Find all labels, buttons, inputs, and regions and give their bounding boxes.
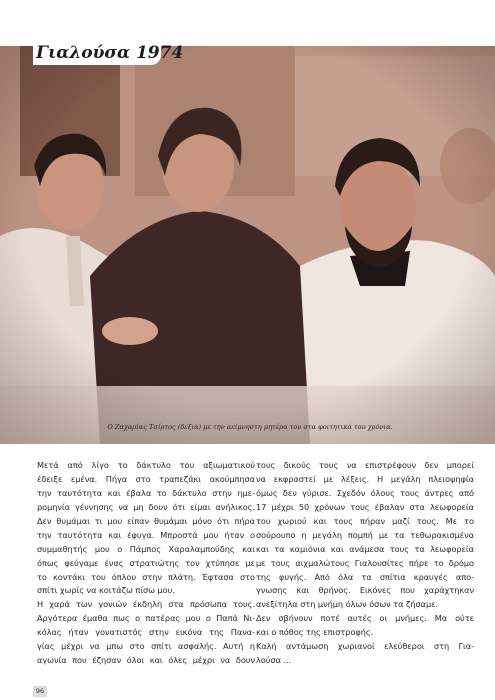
text-column-right <box>256 459 474 668</box>
text-line: την ταυτότητα και έβαλα το δάκτυλο στην ημε- <box>37 487 255 498</box>
text-line: της φυγής. Από όλα τα σπίτια κραυγές απο- <box>256 571 474 582</box>
text-line: Καλή αντάμωση χωριανοί ελεύθεροι στη Για- <box>256 641 474 652</box>
text-line: με τους αιχμαλώτους Γιαλουσίτες πήρε το δρόμο <box>256 557 474 568</box>
page-number: 96 <box>33 686 47 697</box>
text-line: Η χαρά των γονιών έκδηλη στα πρόσωπα τους. <box>37 599 255 610</box>
text-line: ανεξίτηλα στη μνήμη όλων όσων τα ζήσαμε. <box>256 599 439 610</box>
text-line: λούσα ... <box>256 655 292 666</box>
text-line: σούρουπο η μεγάλη πομπή με τα τεθωρακισμένα <box>256 529 474 540</box>
text-line: γίας μέχρι να μπω στο σπίτι ασφαλής. Αυτή η <box>37 641 255 652</box>
text-line: την ταυτότητα και έφυγα. Μπροστά μου ήταν ο <box>37 529 255 540</box>
text-line: να εκφραστεί με λέξεις. Η μεγάλη πλειοψηφία <box>256 473 474 484</box>
text-line: όπως φεύγαμε ένας στρατιώτης τον χτύπησε με <box>37 557 255 568</box>
photo-caption: Ο Ζαχαρίας Τσίρτος (δεξιά) με την αείμνηστη μητέρα του στα φοιτητικά του χρόνια. <box>107 423 393 431</box>
text-line: Αργότερα έμαθα πως ο πατέρας μου ο Παπά Νι- <box>37 613 255 624</box>
text-line: Μετά από λίγο το δάκτυλο του αξιωματικού <box>37 460 255 470</box>
text-line: Δεν σβήνουν ποτέ αυτές οι μνήμες. Μα ούτε <box>256 613 474 624</box>
page-title: Γιαλούσα 1974 <box>36 43 184 63</box>
text-line: και ο πόθος της επιστροφής. <box>256 627 374 638</box>
text-line: όμως δεν γύρισε. Σχεδόν όλους τους άντρες από <box>256 487 474 498</box>
text-line: συμμαθητής μου ο Πάμπος Χαραλαμπούδης και <box>37 543 255 554</box>
photo-illustration <box>0 46 495 444</box>
text-line: κόλας ήταν γονατιστός στην εικόνα της Πανα- <box>37 627 255 638</box>
text-line: του χωριού και τους πήραν μαζί τους. Με το <box>256 515 474 526</box>
text-line: τους δικούς τους να επιστρέφουν δεν μπορεί <box>256 460 474 470</box>
text-line: αγωνία που έζησαν όλοι και όλες μέχρι να δουν <box>37 655 255 666</box>
text-line: Δεν θυμάμαι τι μου είπαν θυμάμαι μόνο ότι πήρα <box>37 515 255 526</box>
text-line: έδειξε εμένα. Πήγα στο τραπεζάκι ακούμπησα <box>37 473 255 484</box>
text-line: γνωσης και θρήνος. Εικόνες που χαράχτηκαν <box>256 585 474 596</box>
text-column-left <box>37 459 255 668</box>
text-line: σπίτι χωρίς να κοιτάζω πίσω μου. <box>37 585 175 596</box>
text-line: ρομηνία γέννησης να μη δουν ότι είμαι ανήλικος. <box>37 501 255 512</box>
text-line: το κοντάκι του όπλου στην πλάτη. Έφτασα στο <box>37 571 255 582</box>
text-line: και τα καμιόνια και ανάμεσα τους τα λεωφορεία <box>256 543 474 554</box>
photograph <box>0 46 495 444</box>
text-line: 17 μέχρι 50 χρόνων τους έβαλαν στα λεωφορεία <box>256 501 474 512</box>
